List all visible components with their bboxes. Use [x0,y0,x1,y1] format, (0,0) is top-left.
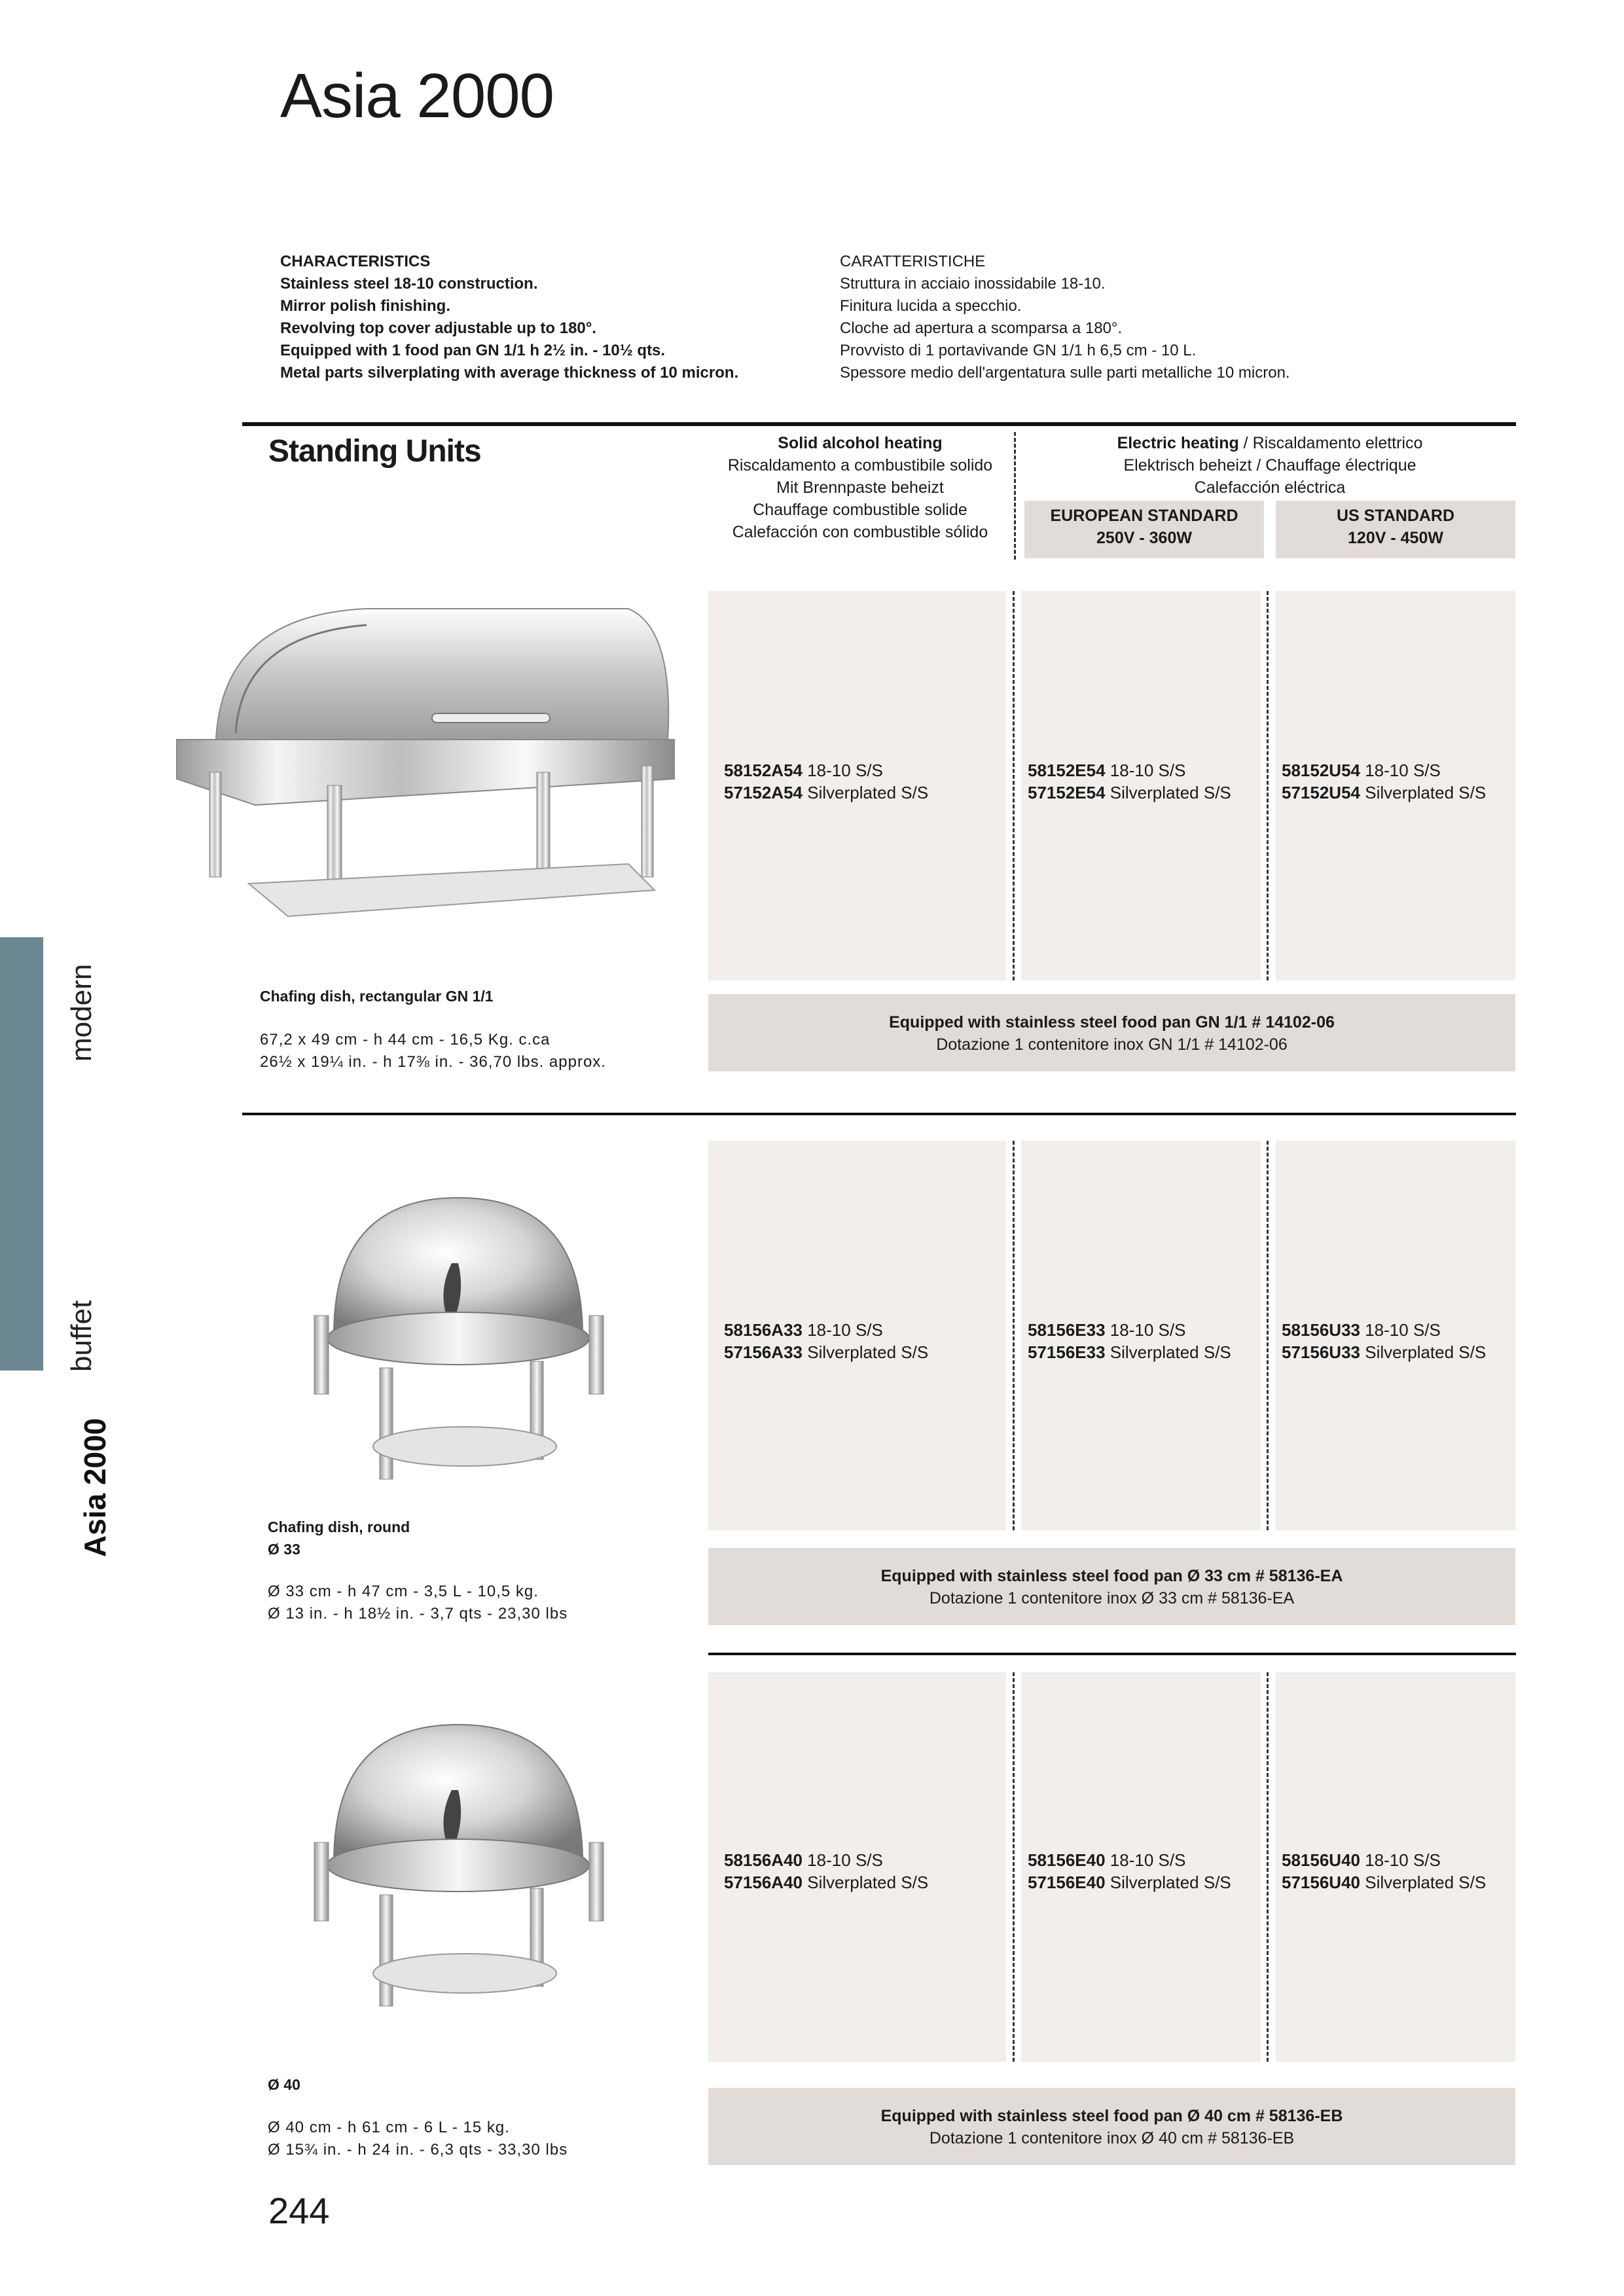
code-solid-2: 58156A33 18-10 S/S 57156A33 Silverplated S/S [724,1320,929,1362]
char-it-line: Finitura lucida a specchio. [840,297,1022,315]
section-rule [708,1653,1516,1655]
page-number: 244 [268,2190,330,2231]
header-solid-line: Mit Brennpaste beheizt [776,478,944,497]
char-en-line: Stainless steel 18-10 construction. [280,275,538,293]
header-electric-bold: Electric heating [1117,434,1239,452]
char-en-line: CHARACTERISTICS [280,253,431,270]
chafing-dish-round-33-image [295,1185,622,1499]
product-name-1: Chafing dish, rectangular GN 1/1 [260,988,494,1005]
side-label-modern: modern [65,963,98,1062]
side-label-buffet: buffet [65,1300,98,1372]
equipment-it: Dotazione 1 contenitore inox GN 1/1 # 14102-06 [936,1035,1288,1054]
column-divider [1013,591,1015,980]
european-standard-label: EUROPEAN STANDARD [1050,507,1238,525]
column-divider [1267,1672,1269,2062]
char-it-line: Cloche ad apertura a scomparsa a 180°. [840,319,1123,337]
header-electric [1024,432,1515,499]
column-divider [1267,591,1269,980]
char-en-line: Revolving top cover adjustable up to 180°. [280,319,597,337]
code-us-3: 58156U40 18-10 S/S 57156U40 Silverplated S/S [1282,1850,1487,1892]
side-color-bar [0,937,43,1371]
header-solid-line: Chauffage combustible solide [753,501,967,519]
code-us-2: 58156U33 18-10 S/S 57156U33 Silverplated S/S [1282,1320,1487,1362]
european-standard-spec: 250V - 360W [1096,529,1192,547]
column-divider [1267,1141,1269,1530]
char-en-line: Equipped with 1 food pan GN 1/1 h 2½ in. - 10½ qts. [280,342,666,359]
char-it-line: Struttura in acciaio inossidabile 18-10. [840,275,1106,293]
equipment-it: Dotazione 1 contenitore inox Ø 40 cm # 58136-EB [929,2129,1295,2147]
characteristics-en [280,251,738,384]
header-solid-alcohol [708,432,1012,543]
equipment-en: Equipped with stainless steel food pan Ø 40 cm # 58136-EB [880,2107,1343,2125]
char-en-line: Metal parts silverplating with average thickness of 10 micron. [280,364,739,382]
column-divider [1013,1672,1015,2062]
product-name-2: Chafing dish, round Ø 33 [268,1518,410,1558]
equipment-note-3 [708,2088,1515,2165]
header-electric-line: Calefacción eléctrica [1194,478,1346,497]
chafing-dish-rectangular-image [170,589,681,982]
char-it-line: Spessore medio dell'argentatura sulle parti metalliche 10 micron. [840,364,1290,382]
product-name-3: Ø 40 [268,2076,300,2093]
column-divider [1013,1141,1015,1530]
char-en-line: Mirror polish finishing. [280,297,450,315]
equipment-en: Equipped with stainless steel food pan Ø 33 cm # 58136-EA [880,1567,1343,1585]
equipment-note-1 [708,994,1515,1071]
product-dims-1: 67,2 x 49 cm - h 44 cm - 16,5 Kg. c.ca 26½ x 19¼ in. - h 17⅜ in. - 36,70 lbs. approx. [260,1031,606,1071]
european-standard-box [1024,501,1264,558]
us-standard-spec: 120V - 450W [1348,529,1443,547]
code-european-3: 58156E40 18-10 S/S 57156E40 Silverplated S/S [1028,1850,1231,1892]
equipment-note-2 [708,1548,1515,1625]
section-rule [242,1113,1516,1115]
page-title: Asia 2000 [280,61,554,131]
equipment-it: Dotazione 1 contenitore inox Ø 33 cm # 58136-EA [929,1589,1295,1607]
characteristics-it [840,251,1290,384]
code-solid-1: 58152A54 18-10 S/S 57152A54 Silverplated S/S [724,761,929,802]
header-electric-line: Elektrisch beheizt / Chauffage électrique [1123,456,1416,475]
code-european-2: 58156E33 18-10 S/S 57156E33 Silverplated S/S [1028,1320,1231,1362]
section-top-rule [242,422,1516,426]
us-standard-label: US STANDARD [1336,507,1455,525]
product-dims-2: Ø 33 cm - h 47 cm - 3,5 L - 10,5 kg. Ø 13 in. - h 18½ in. - 3,7 qts - 23,30 lbs [268,1583,568,1623]
product-dims-3: Ø 40 cm - h 61 cm - 6 L - 15 kg. Ø 15¾ in. - h 24 in. - 6,3 qts - 33,30 lbs [268,2119,568,2159]
us-standard-box [1276,501,1515,558]
chafing-dish-round-40-image [295,1712,622,2019]
header-solid-line: Calefacción con combustible sólido [732,523,988,541]
equipment-en: Equipped with stainless steel food pan GN 1/1 # 14102-06 [889,1013,1335,1031]
char-it-line: Provvisto di 1 portavivande GN 1/1 h 6,5 cm - 10 L. [840,342,1197,359]
code-us-1: 58152U54 18-10 S/S 57152U54 Silverplated S/S [1282,761,1487,802]
code-solid-3: 58156A40 18-10 S/S 57156A40 Silverplated S/S [724,1850,929,1892]
header-solid-bold: Solid alcohol heating [778,434,943,452]
char-it-line: CARATTERISTICHE [840,253,986,270]
code-european-1: 58152E54 18-10 S/S 57152E54 Silverplated S/S [1028,761,1231,802]
header-solid-line: Riscaldamento a combustibile solido [727,456,993,475]
section-title: Standing Units [268,434,481,469]
header-electric-rest: / Riscaldamento elettrico [1238,434,1423,452]
side-label-brand: Asia 2000 [78,1418,112,1557]
header-divider [1014,432,1016,560]
